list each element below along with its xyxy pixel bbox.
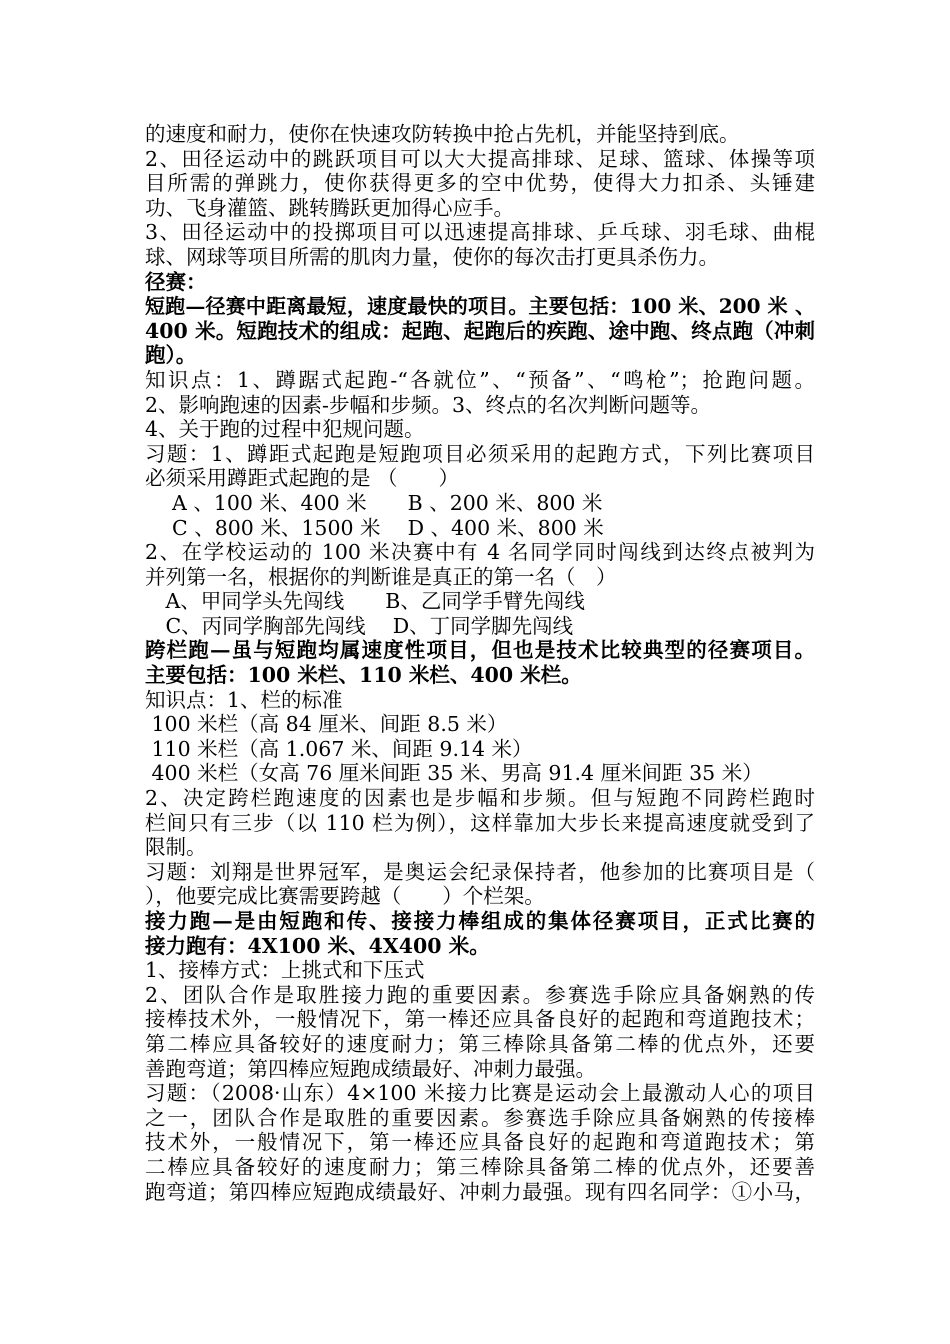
document-page [145, 122, 815, 1204]
text-line: 2、影响跑速的因素-步幅和步频。3、终点的名次判断问题等。 [145, 392, 712, 417]
text-line: 4、关于跑的过程中犯规问题。 [145, 417, 425, 442]
text-line: 限制。 [145, 835, 207, 860]
heading-line: 400 米。短跑技术的组成：起跑、起跑后的疾跑、途中跑、终点跑（冲刺 [145, 318, 815, 343]
text-line: 习题：（2008·山东）4×100 米接力比赛是运动会上最激动人心的项目 [145, 1081, 815, 1106]
text-line: A、甲同学头先闯线 B、乙同学手臂先闯线 [145, 589, 585, 614]
text-line: 400 米栏（女高 76 厘米间距 35 米、男高 91.4 厘米间距 35 米） [145, 761, 763, 786]
heading-line: 短跑—径赛中距离最短，速度最快的项目。主要包括：100 米、200 米 、 [145, 294, 815, 319]
text-line: 之一，团队合作是取胜的重要因素。参赛选手除应具备娴熟的传接棒 [145, 1105, 815, 1130]
text-line: 技术外，一般情况下，第一棒还应具备良好的起跑和弯道跑技术；第 [145, 1130, 815, 1155]
text-line: 2、在学校运动的 100 米决赛中有 4 名同学同时闯线到达终点被判为 [145, 540, 815, 565]
heading-line: 径赛： [145, 269, 207, 294]
text-line: A 、100 米、400 米 B 、200 米、800 米 [145, 490, 603, 515]
text-line: 的速度和耐力，使你在快速攻防转换中抢占先机，并能坚持到底。 [145, 122, 740, 146]
text-line: 接棒技术外，一般情况下，第一棒还应具备良好的起跑和弯道跑技术； [145, 1007, 815, 1032]
heading-line: 跑）。 [145, 343, 197, 368]
text-line: 习题：1、蹲距式起跑是短跑项目必须采用的起跑方式，下列比赛项目 [145, 441, 815, 466]
text-line: C 、800 米、1500 米 D 、400 米、800 米 [145, 515, 604, 540]
text-line: ），他要完成比赛需要跨越（ ）个栏架。 [145, 884, 545, 909]
text-line: 第二棒应具备较好的速度耐力；第三棒除具备第二棒的优点外，还要 [145, 1031, 815, 1056]
text-line: 110 米栏（高 1.067 米、间距 9.14 米） [145, 736, 533, 761]
text-line: 2、田径运动中的跳跃项目可以大大提高排球、足球、篮球、体操等项 [145, 146, 815, 171]
text-line: 2、决定跨栏跑速度的因素也是步幅和步频。但与短跑不同跨栏跑时 [145, 786, 815, 811]
heading-line: 接力跑有：4X100 米、4X400 米。 [145, 933, 490, 958]
text-line: 二棒应具备较好的速度耐力；第三棒除具备第二棒的优点外，还要善 [145, 1154, 815, 1179]
text-line: 球、网球等项目所需的肌肉力量，使你的每次击打更具杀伤力。 [145, 244, 719, 269]
text-line: 3、田径运动中的投掷项目可以迅速提高排球、乒乓球、羽毛球、曲棍 [145, 220, 815, 245]
text-line: 栏间只有三步（以 110 栏为例），这样靠加大步长来提高速度就受到了 [145, 810, 815, 835]
text-line: 1、接棒方式：上挑式和下压式 [145, 958, 425, 983]
text-line: 必须采用蹲距式起跑的是 （ ） [145, 466, 460, 491]
heading-line: 接力跑—是由短跑和传、接接力棒组成的集体径赛项目，正式比赛的 [145, 909, 815, 933]
text-line: 功、飞身灌篮、跳转腾跃更加得心应手。 [145, 195, 514, 220]
text-line: 100 米栏（高 84 厘米、间距 8.5 米） [145, 712, 508, 737]
text-line: C、丙同学胸部先闯线 D、丁同学脚先闯线 [145, 613, 574, 638]
text-line: 知识点：1、栏的标准 [145, 687, 343, 712]
text-line: 善跑弯道；第四棒应短跑成绩最好、冲刺力最强。 [145, 1056, 596, 1081]
text-line: 2、团队合作是取胜接力跑的重要因素。参赛选手除应具备娴熟的传 [145, 982, 815, 1007]
text-line: 知识点：1、蹲踞式起跑-“各就位”、“预备”、“鸣枪”；抢跑问题。 [145, 367, 815, 392]
text-line: 习题：刘翔是世界冠军，是奥运会纪录保持者，他参加的比赛项目是（ [145, 859, 815, 884]
text-line: 并列第一名，根据你的判断谁是真正的第一名（ ） [145, 564, 617, 589]
heading-line: 跨栏跑—虽与短跑均属速度性项目，但也是技术比较典型的径赛项目。 [145, 638, 815, 663]
text-line: 跑弯道；第四棒应短跑成绩最好、冲刺力最强。现有四名同学：①小马， [145, 1179, 815, 1204]
heading-line: 主要包括：100 米栏、110 米栏、400 米栏。 [145, 663, 582, 688]
text-line: 目所需的弹跳力，使你获得更多的空中优势，使得大力扣杀、头锤建 [145, 171, 815, 196]
